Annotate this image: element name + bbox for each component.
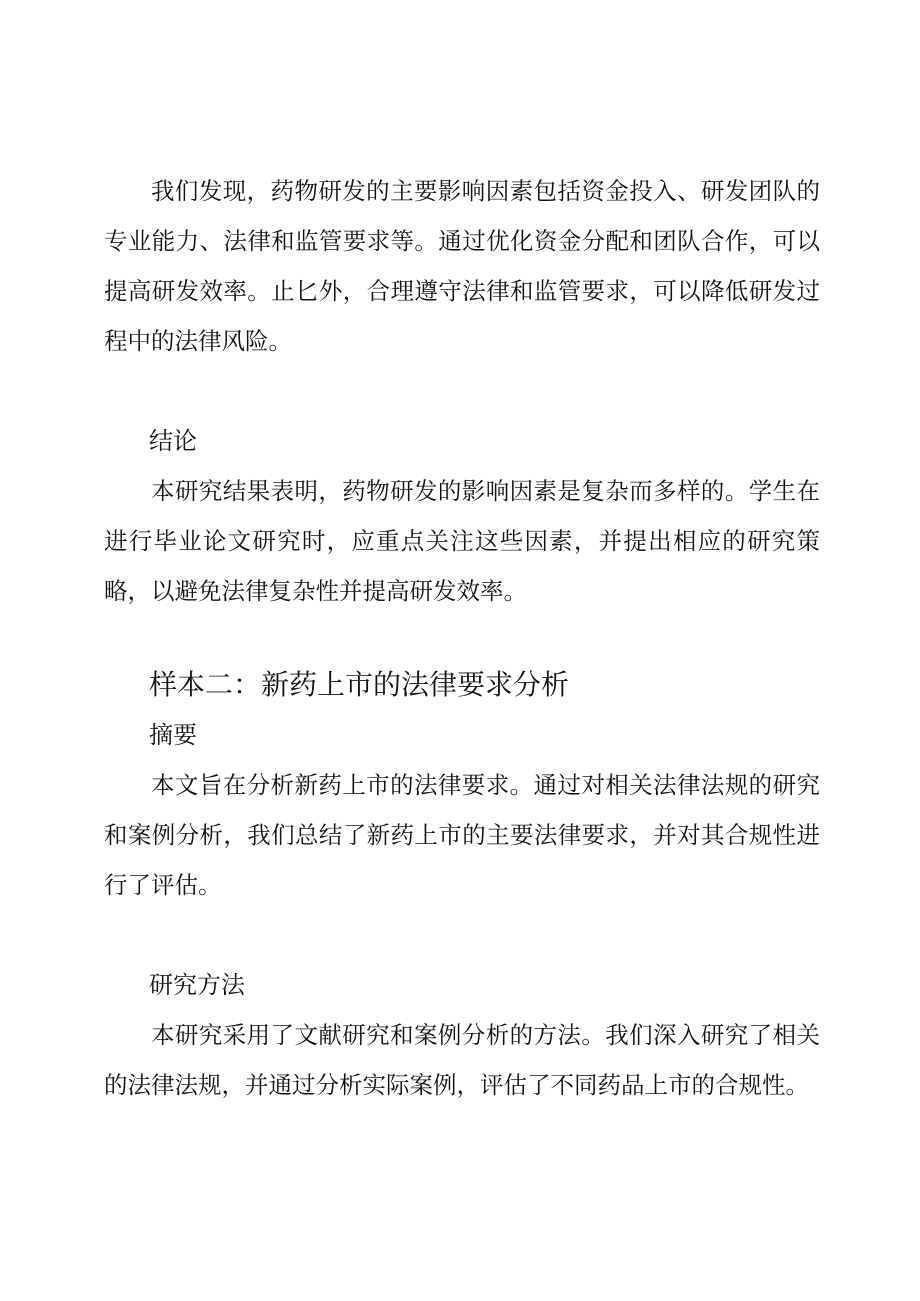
spacer [104, 910, 820, 960]
spacer [104, 366, 820, 416]
abstract-paragraph: 本文旨在分析新药上市的法律要求。通过对相关法律法规的研究和案例分析，我们总结了新药上市的主要法律要求，并对其合规性进行了评估。 [104, 771, 820, 899]
document-body [104, 166, 820, 1110]
methods-paragraph: 本研究采用了文献研究和案例分析的方法。我们深入研究了相关的法律法规，并通过分析实际案例，评估了不同药品上市的合规性。 [104, 1021, 820, 1099]
conclusion-paragraph: 本研究结果表明，药物研发的影响因素是复杂而多样的。学生在进行毕业论文研究时，应重点关注这些因素，并提出相应的研究策略，以避免法律复杂性并提高研发效率。 [104, 477, 820, 605]
sample-two-title: 样本二：新药上市的法律要求分析 [149, 668, 570, 701]
spacer [104, 616, 820, 660]
findings-paragraph: 我们发现，药物研发的主要影响因素包括资金投入、研发团队的专业能力、法律和监管要求等。通过优化资金分配和团队合作，可以提高研发效率。止匕外，合理遵守法律和监管要求，可以降低研发过程中的法律风险。 [104, 177, 820, 355]
methods-heading: 研究方法 [149, 971, 245, 999]
conclusion-heading: 结论 [149, 427, 197, 455]
abstract-heading: 摘要 [149, 721, 197, 749]
